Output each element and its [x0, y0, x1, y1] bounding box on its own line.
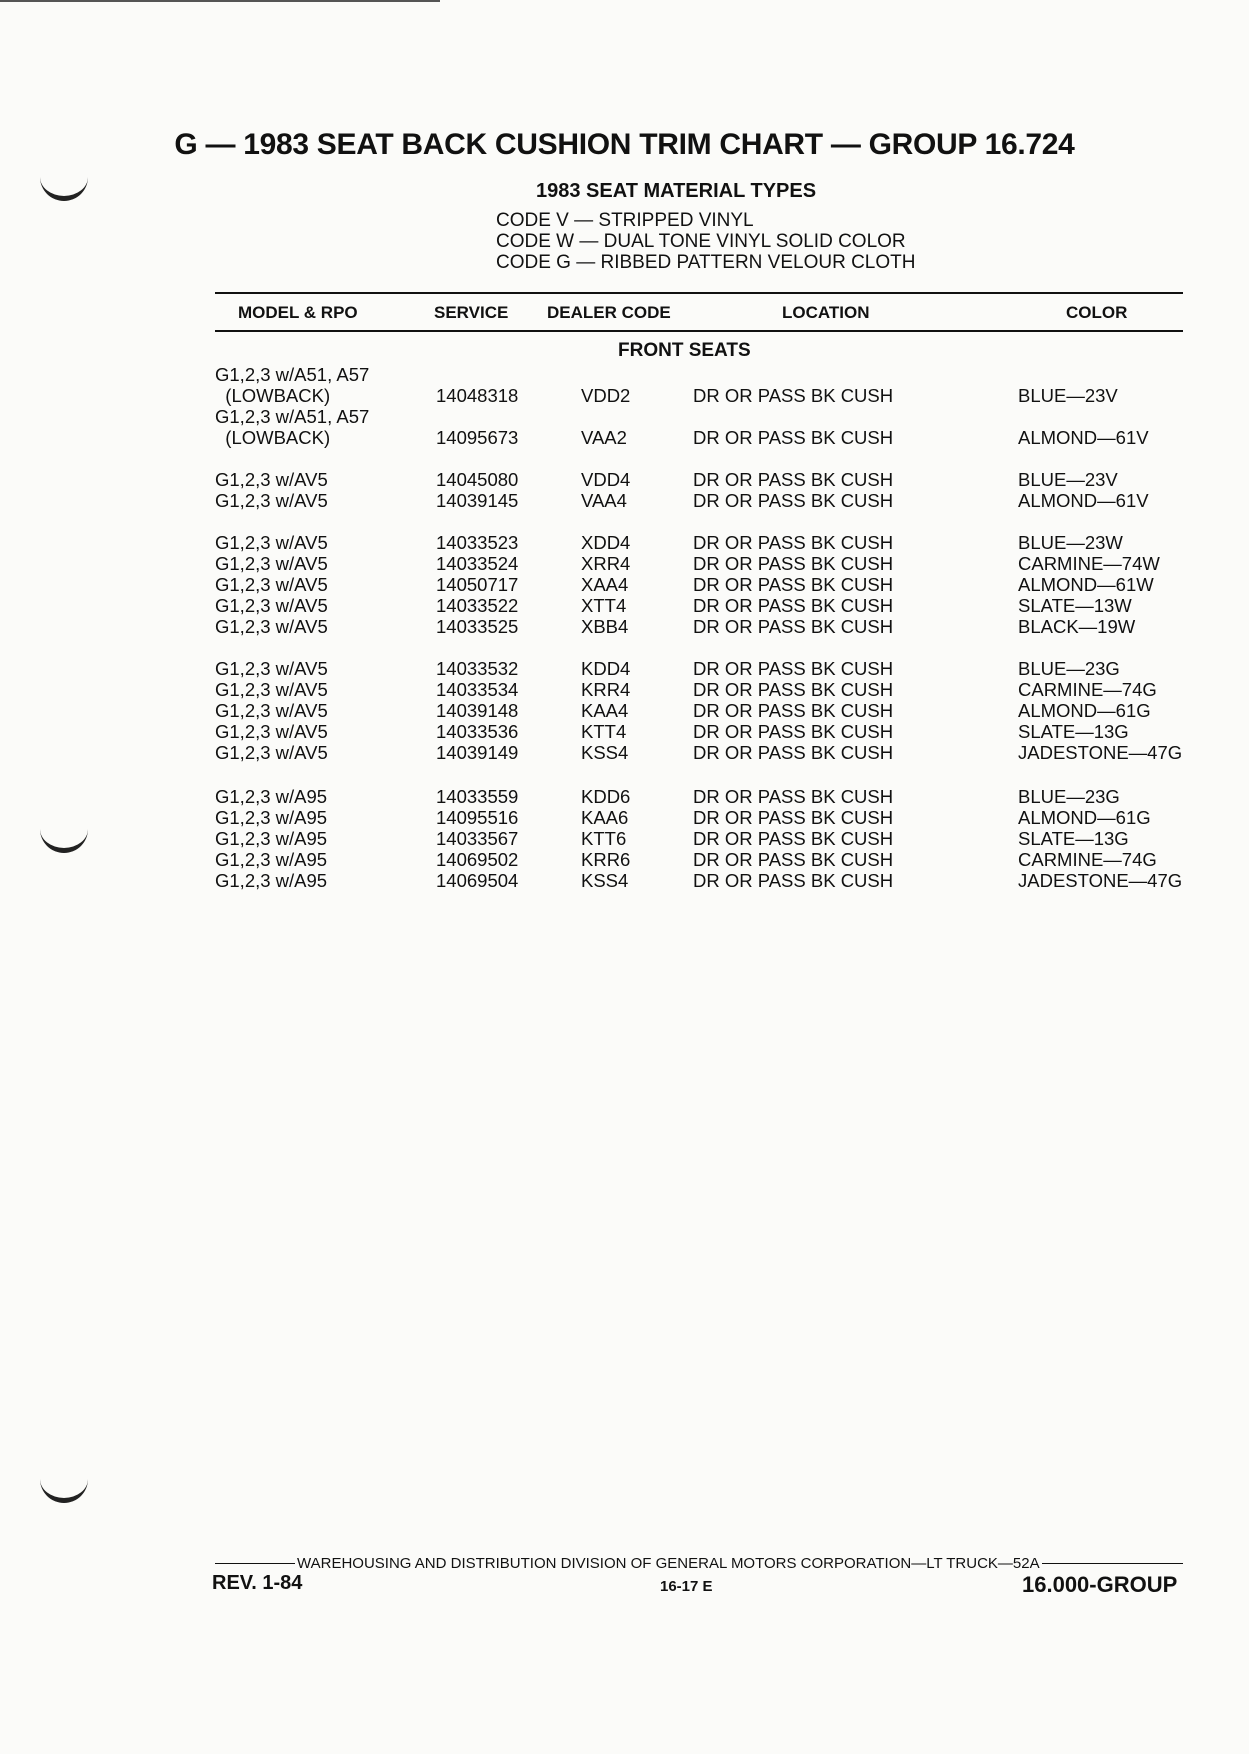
dealer-code-cell: KRR4: [581, 679, 631, 700]
service-number-cell: 14069502: [436, 849, 519, 870]
model-cell: G1,2,3 w/A51, A57: [215, 364, 370, 385]
dealer-code-cell: XAA4: [581, 574, 629, 595]
service-number-cell: 14033523: [436, 532, 519, 553]
color-cell: SLATE—13W: [1018, 595, 1132, 616]
header-color: COLOR: [1066, 303, 1128, 322]
location-cell: DR OR PASS BK CUSH: [693, 870, 894, 891]
model-cell: G1,2,3 w/AV5: [215, 616, 328, 637]
section-front-seats: FRONT SEATS: [618, 340, 751, 361]
model-cell: G1,2,3 w/AV5: [215, 574, 328, 595]
dealer-code-cell: KSS4: [581, 870, 629, 891]
group-label: 16.000-GROUP: [1022, 1572, 1178, 1597]
dealer-code-cell: XBB4: [581, 616, 629, 637]
footer-division-text: WAREHOUSING AND DISTRIBUTION DIVISION OF GENERAL MOTORS CORPORATION—LT TRUCK—52A: [297, 1555, 1040, 1572]
service-number-cell: 14039148: [436, 700, 519, 721]
table-top-rule: [215, 292, 1183, 294]
binder-hole-mark: [40, 168, 88, 201]
scan-top-edge-line: [0, 0, 440, 2]
location-cell: DR OR PASS BK CUSH: [693, 616, 894, 637]
binder-hole-mark: [40, 1470, 88, 1503]
service-number-cell: 14033532: [436, 658, 519, 679]
material-code-item: CODE W — DUAL TONE VINYL SOLID COLOR: [496, 231, 906, 252]
service-number-cell: 14039149: [436, 742, 519, 763]
location-cell: DR OR PASS BK CUSH: [693, 849, 894, 870]
dealer-code-cell: KSS4: [581, 742, 629, 763]
location-cell: DR OR PASS BK CUSH: [693, 553, 894, 574]
color-cell: BLUE—23V: [1018, 385, 1118, 406]
color-cell: ALMOND—61G: [1018, 807, 1151, 828]
service-number-cell: 14033559: [436, 786, 519, 807]
header-model: MODEL & RPO: [238, 303, 358, 322]
model-cell: (LOWBACK): [215, 427, 331, 448]
model-cell: G1,2,3 w/A95: [215, 786, 328, 807]
service-number-cell: 14033536: [436, 721, 519, 742]
model-cell: G1,2,3 w/A95: [215, 849, 328, 870]
header-location: LOCATION: [782, 303, 870, 322]
color-cell: BLACK—19W: [1018, 616, 1136, 637]
service-number-cell: 14095673: [436, 427, 519, 448]
location-cell: DR OR PASS BK CUSH: [693, 807, 894, 828]
color-cell: BLUE—23G: [1018, 658, 1120, 679]
material-types-heading: 1983 SEAT MATERIAL TYPES: [536, 180, 817, 202]
color-cell: ALMOND—61W: [1018, 574, 1154, 595]
dealer-code-cell: VAA2: [581, 427, 627, 448]
color-cell: BLUE—23G: [1018, 786, 1120, 807]
footer-division-line: [215, 1555, 1183, 1572]
service-number-cell: 14048318: [436, 385, 519, 406]
material-codes-list: [496, 210, 915, 273]
location-cell: DR OR PASS BK CUSH: [693, 532, 894, 553]
model-cell: G1,2,3 w/AV5: [215, 532, 328, 553]
service-number-cell: 14033524: [436, 553, 519, 574]
model-cell: (LOWBACK): [215, 385, 331, 406]
color-cell: BLUE—23V: [1018, 469, 1118, 490]
color-cell: JADESTONE—47G: [1018, 870, 1183, 891]
location-cell: DR OR PASS BK CUSH: [693, 679, 894, 700]
location-cell: DR OR PASS BK CUSH: [693, 658, 894, 679]
material-code-item: CODE V — STRIPPED VINYL: [496, 210, 754, 231]
dealer-code-cell: KAA4: [581, 700, 629, 721]
color-cell: CARMINE—74W: [1018, 553, 1160, 574]
model-cell: G1,2,3 w/AV5: [215, 490, 328, 511]
dealer-code-cell: KRR6: [581, 849, 631, 870]
color-cell: JADESTONE—47G: [1018, 742, 1183, 763]
model-cell: G1,2,3 w/A95: [215, 870, 328, 891]
location-cell: DR OR PASS BK CUSH: [693, 595, 894, 616]
color-cell: ALMOND—61V: [1018, 427, 1149, 448]
color-cell: SLATE—13G: [1018, 828, 1129, 849]
location-cell: DR OR PASS BK CUSH: [693, 786, 894, 807]
color-cell: BLUE—23W: [1018, 532, 1123, 553]
dealer-code-cell: VDD2: [581, 385, 631, 406]
dealer-code-cell: VDD4: [581, 469, 631, 490]
model-cell: G1,2,3 w/AV5: [215, 595, 328, 616]
model-cell: G1,2,3 w/A51, A57: [215, 406, 370, 427]
service-number-cell: 14069504: [436, 870, 519, 891]
service-number-cell: 14033525: [436, 616, 519, 637]
model-cell: G1,2,3 w/A95: [215, 828, 328, 849]
header-dealer-code: DEALER CODE: [547, 303, 671, 322]
service-number-cell: 14033534: [436, 679, 519, 700]
location-cell: DR OR PASS BK CUSH: [693, 721, 894, 742]
model-cell: G1,2,3 w/AV5: [215, 553, 328, 574]
location-cell: DR OR PASS BK CUSH: [693, 700, 894, 721]
dealer-code-cell: KTT4: [581, 721, 627, 742]
location-cell: DR OR PASS BK CUSH: [693, 490, 894, 511]
revision-label: REV. 1-84: [212, 1572, 303, 1594]
model-cell: G1,2,3 w/AV5: [215, 658, 328, 679]
page-number: 16-17 E: [660, 1578, 713, 1595]
table-header-rule: [215, 330, 1183, 332]
dealer-code-cell: KDD4: [581, 658, 631, 679]
service-number-cell: 14045080: [436, 469, 519, 490]
model-cell: G1,2,3 w/AV5: [215, 721, 328, 742]
color-cell: ALMOND—61V: [1018, 490, 1149, 511]
location-cell: DR OR PASS BK CUSH: [693, 427, 894, 448]
dealer-code-cell: XRR4: [581, 553, 631, 574]
model-cell: G1,2,3 w/AV5: [215, 679, 328, 700]
page-title: G — 1983 SEAT BACK CUSHION TRIM CHART — GROUP 16.724: [174, 128, 1075, 161]
location-cell: DR OR PASS BK CUSH: [693, 385, 894, 406]
dealer-code-cell: KTT6: [581, 828, 627, 849]
model-cell: G1,2,3 w/A95: [215, 807, 328, 828]
dealer-code-cell: VAA4: [581, 490, 627, 511]
binder-hole-mark: [40, 820, 88, 853]
service-number-cell: 14095516: [436, 807, 519, 828]
dealer-code-cell: XDD4: [581, 532, 631, 553]
header-service: SERVICE: [434, 303, 509, 322]
color-cell: CARMINE—74G: [1018, 679, 1157, 700]
dealer-code-cell: XTT4: [581, 595, 627, 616]
location-cell: DR OR PASS BK CUSH: [693, 469, 894, 490]
service-number-cell: 14050717: [436, 574, 519, 595]
location-cell: DR OR PASS BK CUSH: [693, 574, 894, 595]
color-cell: CARMINE—74G: [1018, 849, 1157, 870]
dealer-code-cell: KDD6: [581, 786, 631, 807]
model-cell: G1,2,3 w/AV5: [215, 742, 328, 763]
service-number-cell: 14033522: [436, 595, 519, 616]
service-number-cell: 14033567: [436, 828, 519, 849]
location-cell: DR OR PASS BK CUSH: [693, 742, 894, 763]
service-number-cell: 14039145: [436, 490, 519, 511]
model-cell: G1,2,3 w/AV5: [215, 700, 328, 721]
location-cell: DR OR PASS BK CUSH: [693, 828, 894, 849]
color-cell: ALMOND—61G: [1018, 700, 1151, 721]
material-code-item: CODE G — RIBBED PATTERN VELOUR CLOTH: [496, 252, 916, 273]
color-cell: SLATE—13G: [1018, 721, 1129, 742]
dealer-code-cell: KAA6: [581, 807, 629, 828]
model-cell: G1,2,3 w/AV5: [215, 469, 328, 490]
